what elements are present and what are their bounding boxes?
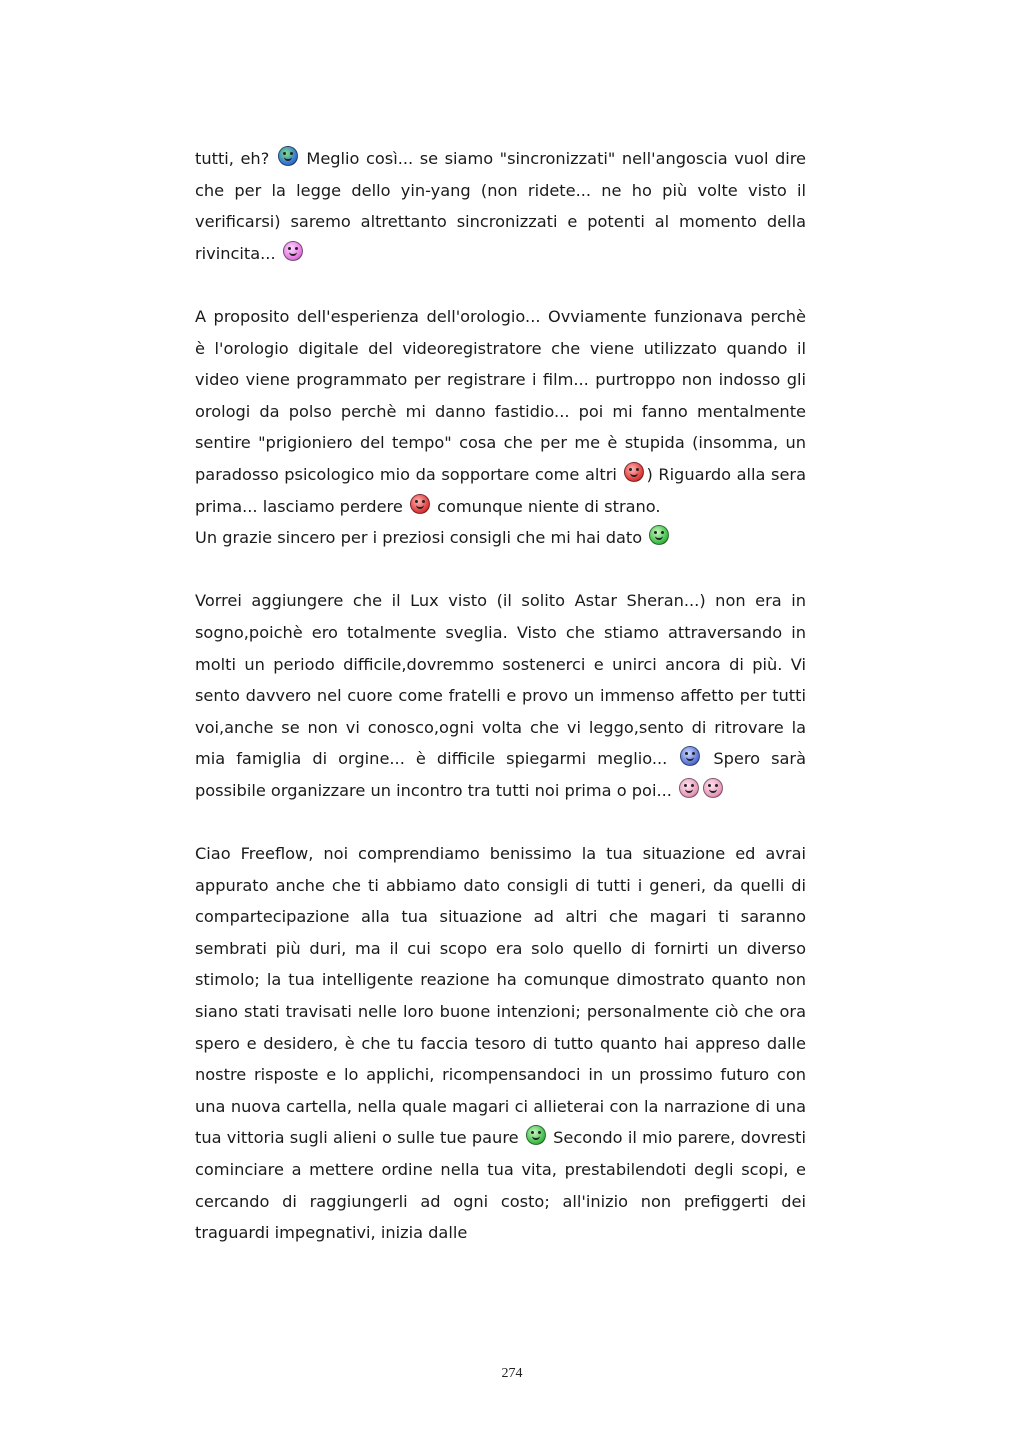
text-run: Secondo il mio parere, dovresti cominciare a mettere ordine nella tua vita, prestabilendoti degli scopi, e cercando di raggiungerli ad ogni costo; all'inizio non prefiggerti dei traguardi impegnativi, inizia dalle [195,1128,806,1243]
text-run: tutti, eh? [195,149,276,168]
paragraph [195,838,806,1249]
text-run: comunque niente di strano. [431,496,661,516]
red-angry-smiley-icon [410,494,430,514]
text-run: A proposito dell'esperienza dell'orologio... Ovviamente funzionava perchè è l'orologio digitale del videoregistratore che viene utilizzato quando il video viene programmato per registrare i film... purtroppo non indosso gli orologi da polso perchè mi danno fastidio... poi mi fanno mentalmente sentire "prigioniero del tempo" cosa che per me è stupida (insomma, un paradosso psicologico mio da sopportare come altri [195,306,806,484]
page-number: 274 [501,1366,523,1381]
earth-smiley-icon [278,146,298,166]
text-run: Ciao Freeflow, noi comprendiamo benissimo la tua situazione ed avrai appurato anche che ti abbiamo dato consigli di tutti i generi, da quelli di compartecipazione alla tua situazione ad altri che magari ti saranno sembrati più duri, ma il cui scopo era solo quello di fornirti un diverso stimolo; la tua intelligente reazione ha comunque dimostrato quanto non siano stati travisati nelle loro buone intenzioni; personalmente ciò che ora spero e desidero, è che tu faccia tesoro di tutto quanto hai appreso dalle nostre risposte e lo applichi, ricompensandoci in un prossimo futuro con una nuova cartella, nella quale magari ci allieterai con la narrazione di una tua vittoria sugli alieni o sulle tue paure [195,844,806,1148]
paragraph-gap [195,269,806,301]
rose-smiley-icon [703,778,723,798]
paragraph-gap [195,554,806,586]
paragraph-gap [195,806,806,838]
text-run: ) Riguardo alla sera prima... lasciamo perdere [195,464,806,516]
green-smiley-icon [526,1125,546,1145]
rose-smiley-icon [679,778,699,798]
text-run: Vorrei aggiungere che il Lux visto (il solito Astar Sheran...) non era in sogno,poichè ero totalmente sveglia. Visto che stiamo attraversando in molti un periodo difficile,dovremmo sostenerci e unirci ancora di più. Vi sento davvero nel cuore come fratelli e provo un immenso affetto per tutti voi,anche se non vi conosco,ogni volta che vi leggo,sento di ritrovare la mia famiglia di orgine... è difficile spiegarmi meglio... [195,591,806,769]
blue-smiley-icon [680,746,700,766]
body-text [195,143,806,1249]
red-smiley-icon [624,462,644,482]
paragraph [195,301,806,554]
text-run: Spero sarà possibile organizzare un incontro tra tutti noi prima o poi... [195,749,807,800]
green-smiley-icon [649,525,669,545]
paragraph [195,585,806,806]
pink-smiley-icon [283,241,303,261]
text-run: Un grazie sincero per i preziosi consigli che mi hai dato [195,528,648,548]
paragraph [195,143,806,269]
text-run: Meglio così... se siamo "sincronizzati" nell'angoscia vuol dire che per la legge dello yin-yang (non ridete... ne ho più volte visto il verificarsi) saremo altrettanto sincronizzati e potenti al momento della rivincita... [195,149,807,263]
